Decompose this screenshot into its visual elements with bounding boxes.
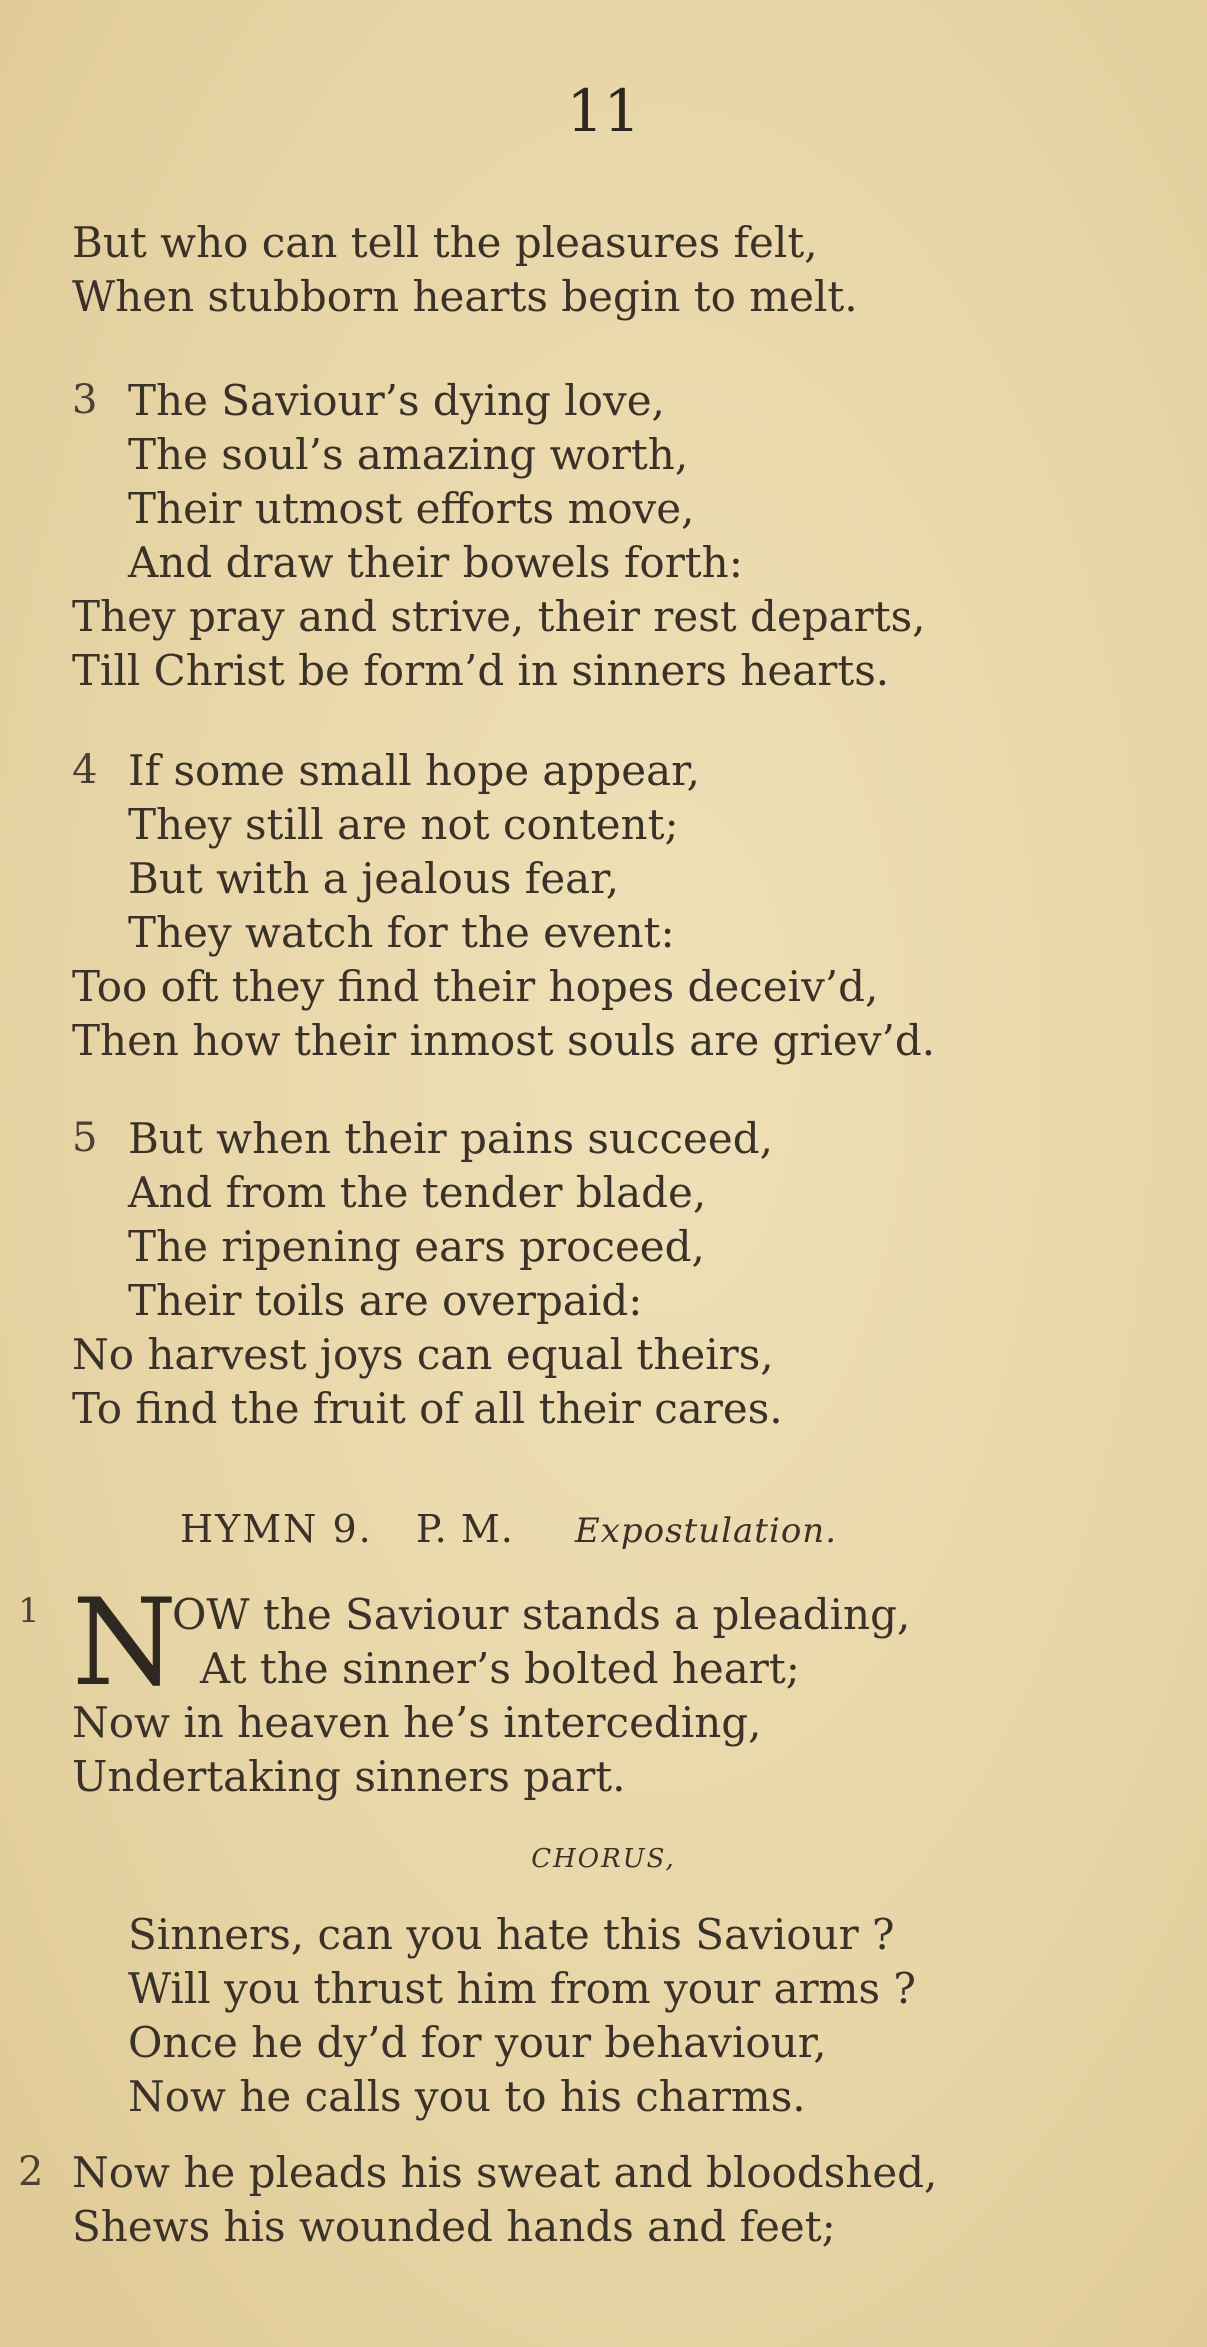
- stanza-5-number: 5: [72, 1115, 98, 1161]
- hymn-verse-2-line-1: Now he pleads his sweat and bloodshed,: [72, 2148, 938, 2197]
- hymn-subject: Expostulation.: [574, 1511, 838, 1551]
- hymn-number: HYMN 9.: [180, 1507, 373, 1551]
- intro-line-1: But who can tell the pleasures felt,: [72, 218, 818, 267]
- stanza-5-line-1: But when their pains succeed,: [128, 1114, 773, 1163]
- stanza-4-number: 4: [72, 747, 98, 793]
- stanza-4-line-5: Too oft they find their hopes deceiv’d,: [72, 962, 879, 1011]
- chorus-line-2: Will you thrust him from your arms ?: [128, 1964, 916, 2013]
- hymn-verse-1-line-4: Undertaking sinners part.: [72, 1752, 626, 1801]
- stanza-4-line-1: If some small hope appear,: [128, 746, 700, 795]
- stanza-3-line-2: The soul’s amazing worth,: [128, 430, 689, 479]
- hymn-verse-1-line-1: OW the Saviour stands a pleading,: [172, 1590, 911, 1639]
- hymn-verse-1-line-2: At the sinner’s bolted heart;: [200, 1644, 800, 1693]
- stanza-5-line-3: The ripening ears proceed,: [128, 1222, 705, 1271]
- intro-line-2: When stubborn hearts begin to melt.: [72, 272, 858, 321]
- stanza-5-line-4: Their toils are overpaid:: [128, 1276, 643, 1325]
- hymn-verse-2-number: 2: [18, 2149, 44, 2195]
- stanza-4-line-3: But with a jealous fear,: [128, 854, 620, 903]
- stanza-5-line-6: To find the fruit of all their cares.: [72, 1384, 783, 1433]
- stanza-3-line-5: They pray and strive, their rest departs,: [72, 592, 926, 641]
- stanza-4-line-2: They still are not content;: [128, 800, 679, 849]
- page-number: 11: [566, 77, 641, 145]
- stanza-3-line-3: Their utmost efforts move,: [128, 484, 695, 533]
- hymn-meter: P. M.: [415, 1507, 514, 1551]
- hymn-verse-1-number: 1: [18, 1591, 40, 1631]
- stanza-5-line-2: And from the tender blade,: [128, 1168, 707, 1217]
- stanza-5-line-5: No harvest joys can equal theirs,: [72, 1330, 774, 1379]
- chorus-line-3: Once he dy’d for your behaviour,: [128, 2018, 827, 2067]
- hymn-heading: [180, 1507, 838, 1551]
- stanza-3-number: 3: [72, 377, 98, 423]
- stanza-4-line-6: Then how their inmost souls are griev’d.: [72, 1016, 936, 1065]
- hymn-verse-1-line-3: Now in heaven he’s interceding,: [72, 1698, 762, 1747]
- stanza-3-line-1: The Saviour’s dying love,: [128, 376, 665, 425]
- drop-cap: N: [72, 1574, 177, 1713]
- chorus-line-1: Sinners, can you hate this Saviour ?: [128, 1910, 895, 1959]
- chorus-line-4: Now he calls you to his charms.: [128, 2072, 806, 2121]
- hymn-verse-2-line-2: Shews his wounded hands and feet;: [72, 2202, 836, 2251]
- chorus-label: CHORUS,: [531, 1844, 676, 1874]
- stanza-4-line-4: They watch for the event:: [128, 908, 675, 957]
- stanza-3-line-6: Till Christ be form’d in sinners hearts.: [72, 646, 890, 695]
- stanza-3-line-4: And draw their bowels forth:: [128, 538, 743, 587]
